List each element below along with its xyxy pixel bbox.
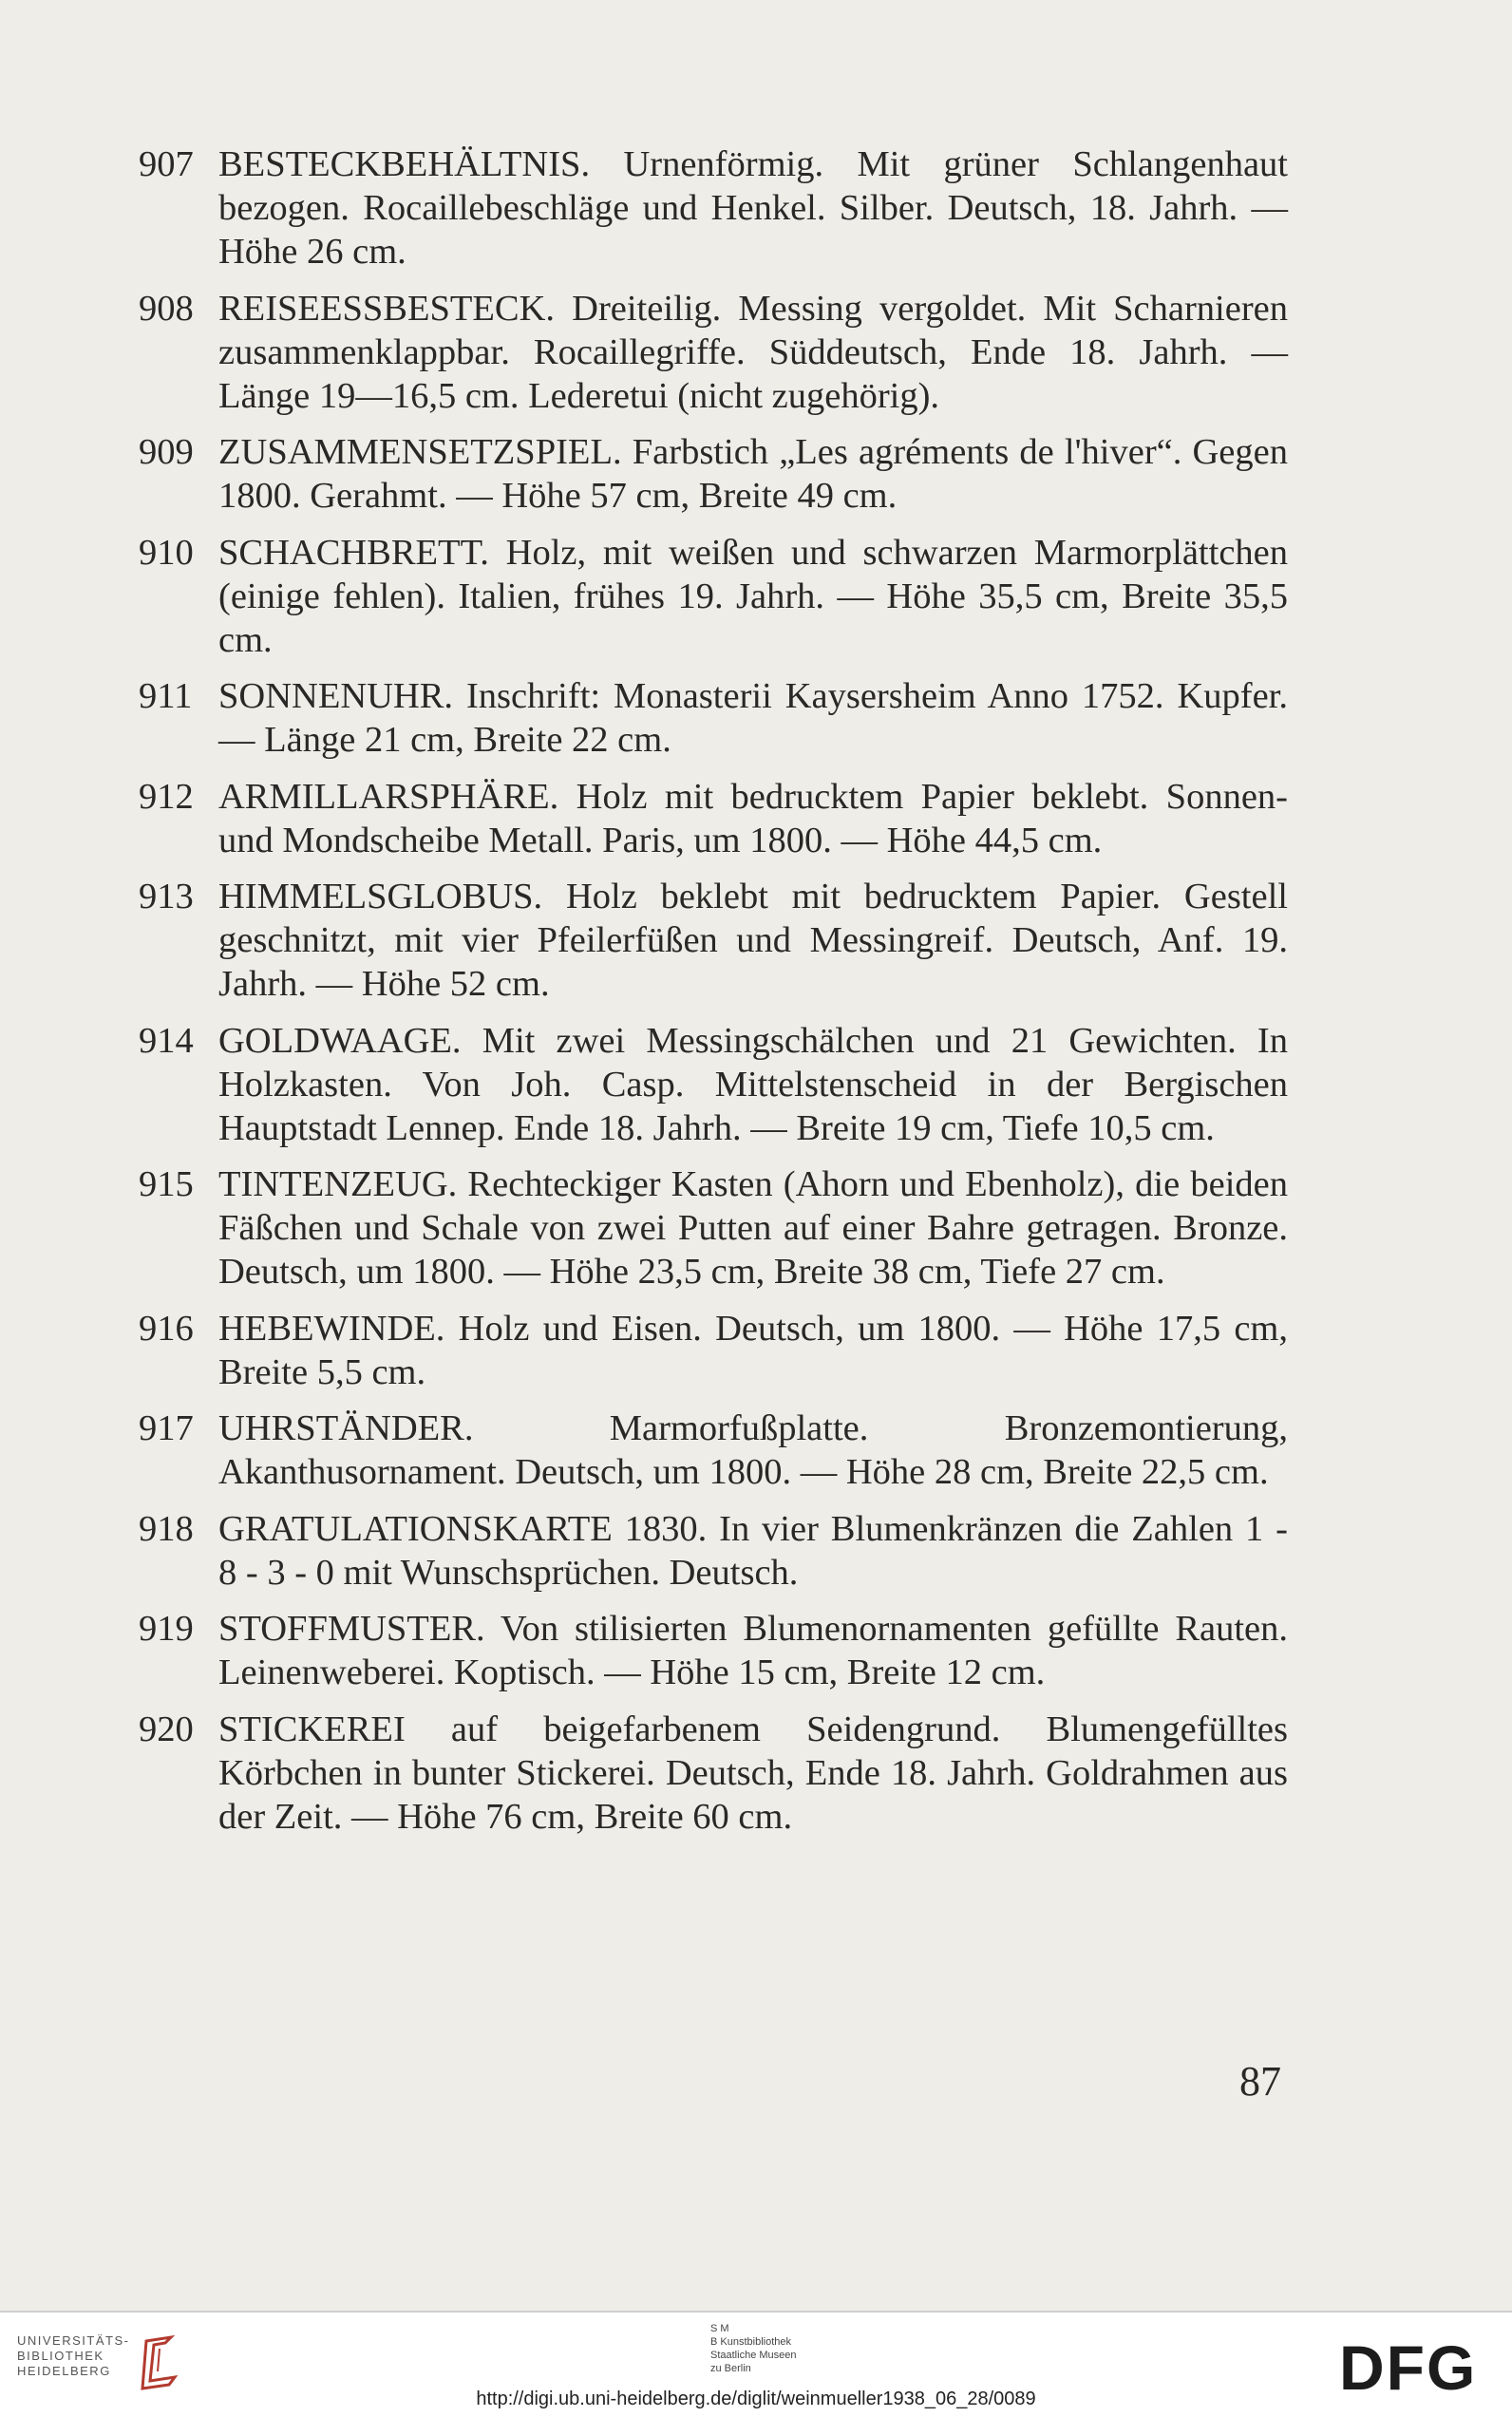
sm-line: S M — [710, 2323, 729, 2334]
entry-text: UHRSTÄNDER. Marmorfußplatte. Bronzemontierung, Akanthusornament. Deutsch, um 1800. — Höhe 28 cm, Breite 22,5 cm. — [218, 1408, 1288, 1492]
footer-bar — [0, 2311, 1512, 2417]
catalog-entry — [139, 1019, 1288, 1150]
sm-line: Staatliche Museen — [710, 2350, 797, 2361]
university-library-logo[interactable] — [17, 2333, 129, 2379]
sm-line: B Kunstbibliothek — [710, 2336, 791, 2348]
library-line: HEIDELBERG — [17, 2364, 111, 2378]
entry-text: HEBEWINDE. Holz und Eisen. Deutsch, um 1800. — Höhe 17,5 cm, Breite 5,5 cm. — [218, 1308, 1288, 1392]
entry-text: ARMILLARSPHÄRE. Holz mit bedrucktem Papier beklebt. Sonnen- und Mondscheibe Metall. Paris, um 1800. — Höhe 44,5 cm. — [218, 776, 1288, 860]
entry-number: 918 — [139, 1508, 194, 1549]
catalog-entry — [139, 775, 1288, 862]
entry-number: 919 — [139, 1609, 194, 1649]
entry-text: TINTENZEUG. Rechteckiger Kasten (Ahorn und Ebenholz), die beiden Fäßchen und Schale von zwei Putten auf einer Bahre getragen. Bronze. Deutsch, um 1800. — Höhe 23,5 cm, Breite 38 cm, Tiefe 27 cm. — [218, 1164, 1288, 1292]
entry-text: GRATULATIONSKARTE 1830. In vier Blumenkränzen die Zahlen 1 - 8 - 3 - 0 mit Wunschsprüchen. Deutsch. — [218, 1508, 1288, 1593]
entry-number: 908 — [139, 288, 194, 329]
entry-number: 912 — [139, 776, 194, 817]
entry-number: 916 — [139, 1308, 194, 1349]
catalog-entry — [139, 531, 1288, 662]
catalog-entry — [139, 1607, 1288, 1694]
entry-text: STICKEREI auf beigefarbenem Seidengrund. Blumengefülltes Körbchen in bunter Stickerei. Deutsch, Ende 18. Jahrh. Goldrahmen aus der Zeit. — Höhe 76 cm, Breite 60 cm. — [218, 1709, 1288, 1837]
entry-text: BESTECKBEHÄLTNIS. Urnenförmig. Mit grüner Schlangenhaut bezogen. Rocaillebeschläge und Henkel. Silber. Deutsch, 18. Jahrh. — Höhe 26 cm. — [218, 144, 1288, 272]
catalog-entry — [139, 430, 1288, 518]
catalog-entry — [139, 1507, 1288, 1595]
entry-text: SCHACHBRETT. Holz, mit weißen und schwarzen Marmorplättchen (einige fehlen). Italien, frühes 19. Jahrh. — Höhe 35,5 cm, Breite 35,5 cm. — [218, 532, 1288, 660]
library-line: UNIVERSITÄTS- — [17, 2333, 130, 2348]
page-number: 87 — [1239, 2058, 1281, 2105]
sm-line: zu Berlin — [710, 2363, 751, 2374]
entry-text: REISEESSBESTECK. Dreiteilig. Messing vergoldet. Mit Scharnieren zusammenklappbar. Rocaillegriffe. Süddeutsch, Ende 18. Jahrh. — Länge 19—16,5 cm. Lederetui (nicht zugehörig). — [218, 288, 1288, 416]
entry-text: STOFFMUSTER. Von stilisierten Blumenornamenten gefüllte Rauten. Leinenweberei. Koptisch. — Höhe 15 cm, Breite 12 cm. — [218, 1609, 1288, 1692]
entry-number: 913 — [139, 877, 194, 916]
entry-text: ZUSAMMENSETZSPIEL. Farbstich „Les agréments de l'hiver“. Gegen 1800. Gerahmt. — Höhe 57 cm, Breite 49 cm. — [218, 432, 1288, 516]
catalog-entry — [139, 142, 1288, 274]
catalog-entry — [139, 1307, 1288, 1394]
entry-text: GOLDWAAGE. Mit zwei Messingschälchen und 21 Gewichten. In Holzkasten. Von Joh. Casp. Mittelstenscheid in der Bergischen Hauptstadt Lennep. Ende 18. Jahrh. — Breite 19 cm, Tiefe 10,5 cm. — [218, 1020, 1288, 1148]
catalog-entry — [139, 287, 1288, 418]
entry-number: 909 — [139, 432, 194, 472]
dfg-logo[interactable]: DFG — [1339, 2332, 1478, 2403]
catalog-entry — [139, 1708, 1288, 1839]
catalog-entry — [139, 1162, 1288, 1293]
entry-number: 917 — [139, 1408, 194, 1448]
source-url-link[interactable]: http://digi.ub.uni-heidelberg.de/diglit/weinmueller1938_06_28/0089 — [476, 2389, 1036, 2409]
entry-number: 910 — [139, 532, 194, 573]
catalog-entry — [139, 674, 1288, 762]
library-line: BIBLIOTHEK — [17, 2349, 104, 2363]
entry-number: 911 — [139, 676, 193, 716]
entry-number: 915 — [139, 1164, 194, 1204]
entry-number: 914 — [139, 1020, 194, 1061]
entry-text: HIMMELSGLOBUS. Holz beklebt mit bedrucktem Papier. Gestell geschnitzt, mit vier Pfeilerfüßen und Messingreif. Deutsch, Anf. 19. Jahrh. — Höhe 52 cm. — [218, 877, 1288, 1004]
kunstbibliothek-logo[interactable] — [710, 2322, 797, 2375]
catalog-entry — [139, 1407, 1288, 1494]
library-emblem-icon — [137, 2333, 182, 2390]
catalog-entries — [139, 142, 1288, 1851]
catalog-entry — [139, 875, 1288, 1006]
entry-number: 920 — [139, 1709, 194, 1749]
entry-text: SONNENUHR. Inschrift: Monasterii Kaysersheim Anno 1752. Kupfer. — Länge 21 cm, Breite 22 cm. — [218, 676, 1288, 760]
entry-number: 907 — [139, 144, 194, 184]
